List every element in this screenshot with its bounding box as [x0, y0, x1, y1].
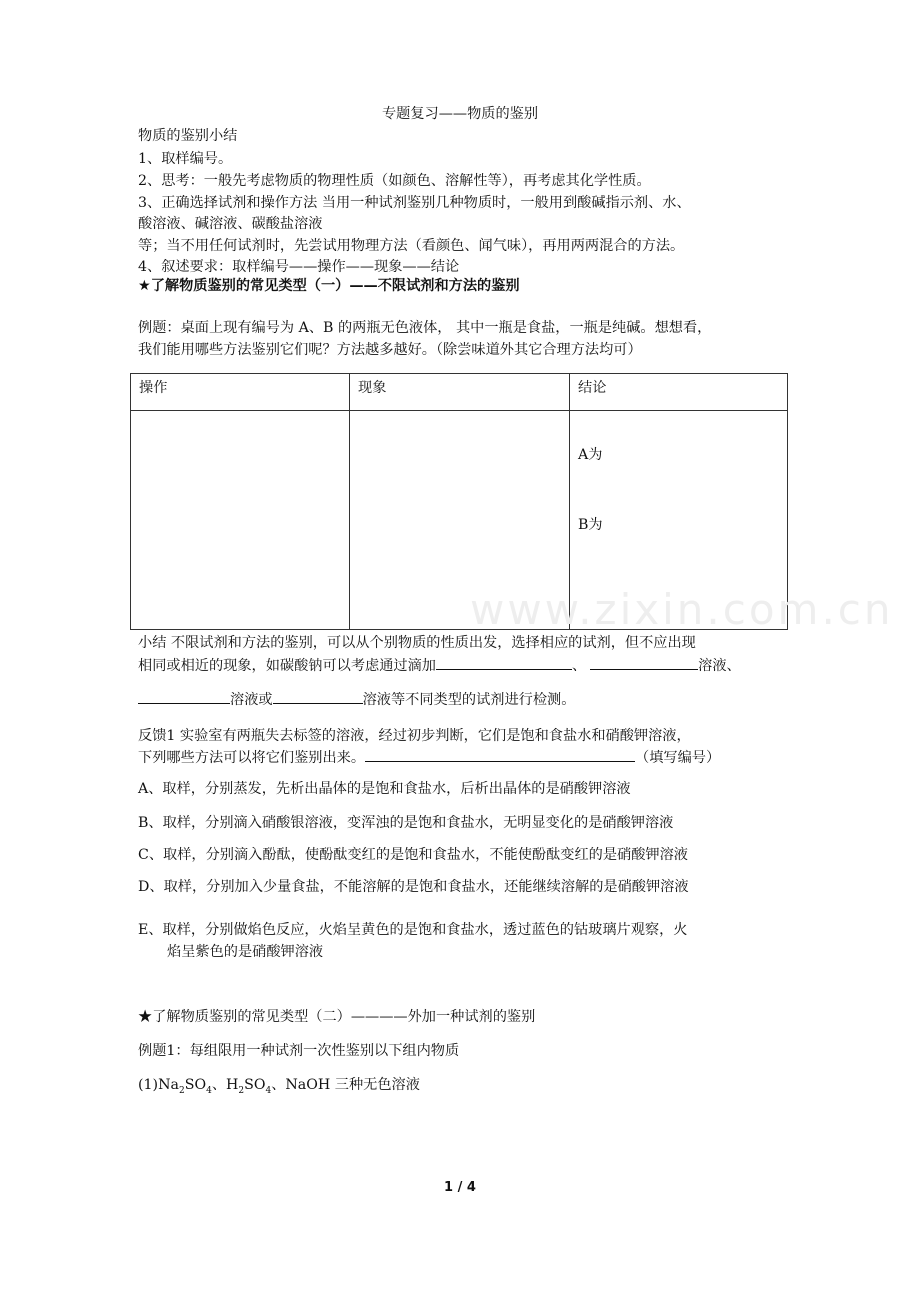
example-line-a: 例题：桌面上现有编号为 A、B 的两瓶无色液体， 其中一瓶是食盐，一瓶是纯碱。想想看， [138, 320, 712, 336]
summary-line-3a: 3、正确选择试剂和操作方法 当用一种试剂鉴别几种物质时，一般用到酸碱指示剂、水、 [138, 195, 691, 211]
option-d: D、取样，分别加入少量食盐，不能溶解的是饱和食盐水，还能继续溶解的是硝酸钾溶液 [138, 879, 689, 895]
watermark: www.zixin.com.cn [470, 585, 894, 634]
example-line-b: 我们能用哪些方法鉴别它们呢？方法越多越好。（除尝味道外其它合理方法均可） [138, 342, 642, 358]
conclusion-line-c: 溶液或 溶液等不同类型的试剂进行检测。 [138, 689, 575, 710]
blank-4[interactable] [273, 689, 363, 704]
summary-line-3b: 酸溶液、碱溶液、碳酸盐溶液 [138, 216, 323, 232]
feedback-line-a: 反馈1 实验室有两瓶失去标签的溶液，经过初步判断，它们是饱和食盐水和硝酸钾溶液， [138, 728, 691, 744]
table-cell-operation[interactable] [131, 411, 350, 630]
summary-heading: 物质的鉴别小结 [138, 128, 238, 144]
label-b: B为 [578, 517, 603, 533]
type2-heading: ★了解物质鉴别的常见类型（二）————外加一种试剂的鉴别 [138, 1009, 536, 1025]
conclusion-line-b: 相同或相近的现象，如碳酸钠可以考虑通过滴加 、 溶液、 [138, 655, 741, 676]
option-e: E、取样，分别做焰色反应，火焰呈黄色的是饱和食盐水，透过蓝色的钴玻璃片观察，火 焰呈紫色的是硝酸钾溶液 [138, 922, 688, 960]
option-c: C、取样，分别滴入酚酞，使酚酞变红的是饱和食盐水，不能使酚酞变红的是硝酸钾溶液 [138, 847, 688, 863]
page-number: 1 / 4 [444, 1180, 476, 1195]
table-header-operation: 操作 [131, 374, 350, 411]
option-a: A、取样，分别蒸发，先析出晶体的是饱和食盐水，后析出晶体的是硝酸钾溶液 [138, 781, 631, 797]
summary-line-4: 4、叙述要求：取样编号——操作——现象——结论 [138, 259, 460, 275]
type1-heading: ★了解物质鉴别的常见类型（一）——不限试剂和方法的鉴别 [138, 278, 520, 294]
blank-5[interactable] [365, 747, 635, 762]
doc-title: 专题复习——物质的鉴别 [381, 106, 539, 122]
type2-example: 例题1：每组限用一种试剂一次性鉴别以下组内物质 [138, 1043, 460, 1059]
table-header-phenomenon: 现象 [350, 374, 570, 411]
conclusion-line-a: 小结 不限试剂和方法的鉴别，可以从个别物质的性质出发，选择相应的试剂，但不应出现 [138, 635, 696, 651]
table-header-conclusion: 结论 [570, 374, 788, 411]
blank-3[interactable] [138, 689, 230, 704]
feedback-line-b: 下列哪些方法可以将它们鉴别出来。 （填写编号） [138, 747, 720, 768]
option-b: B、取样，分别滴入硝酸银溶液，变浑浊的是饱和食盐水，无明显变化的是硝酸钾溶液 [138, 815, 674, 831]
blank-1[interactable] [436, 655, 572, 670]
blank-2[interactable] [590, 655, 698, 670]
summary-line-2: 2、思考：一般先考虑物质的物理性质（如颜色、溶解性等），再考虑其化学性质。 [138, 173, 651, 189]
label-a: A为 [578, 447, 603, 463]
summary-line-1: 1、取样编号。 [138, 151, 233, 167]
type2-item-1: $(1)Na_2SO_4$、$H_2SO_4$、NaOH 三种无色溶液 [138, 1077, 420, 1096]
summary-line-3c: 等；当不用任何试剂时，先尝试用物理方法（看颜色、闻气味），再用两两混合的方法。 [138, 238, 685, 254]
